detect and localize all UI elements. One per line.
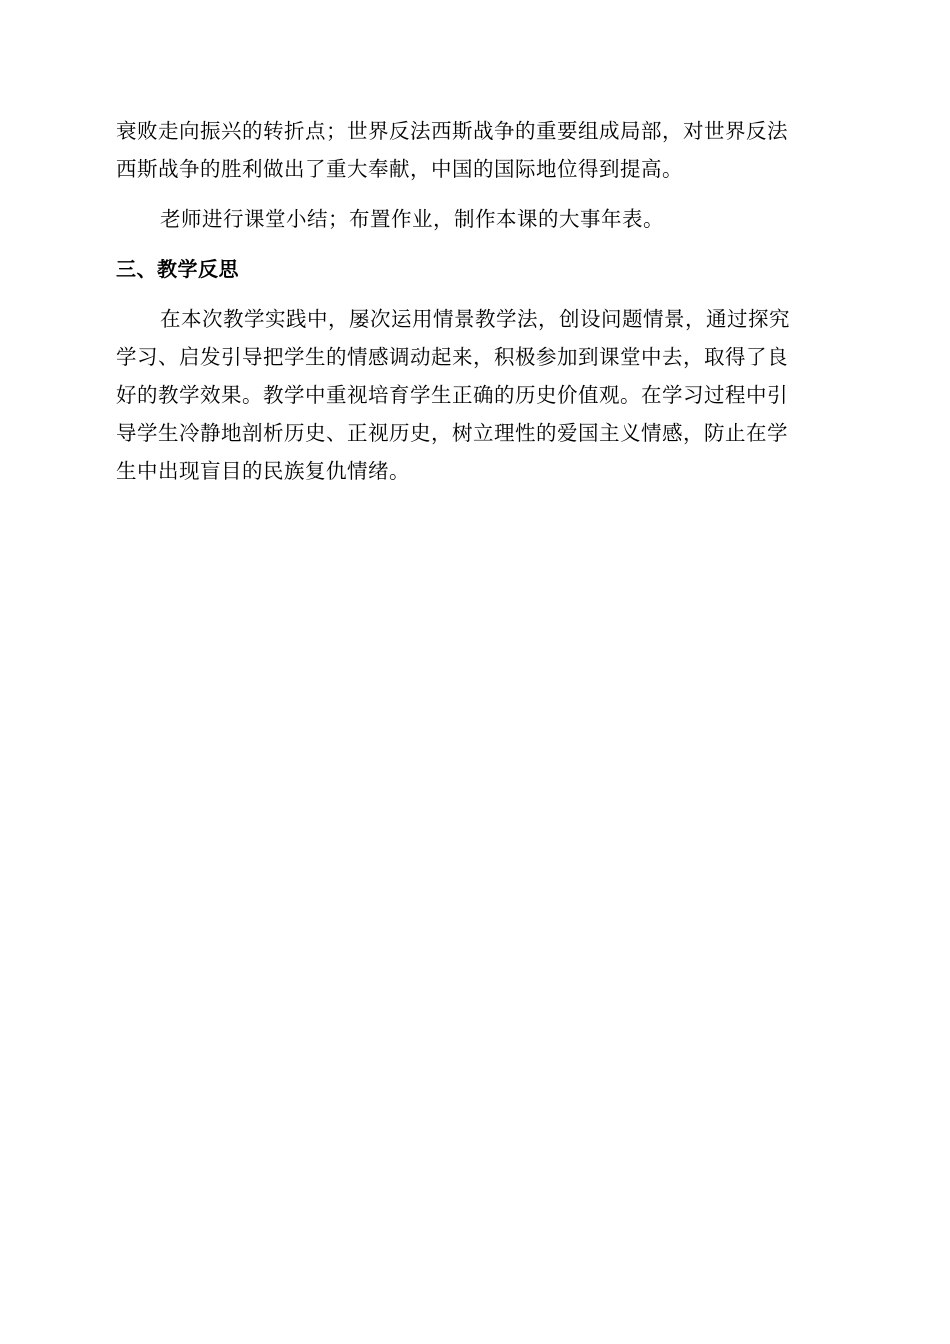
paragraph-line: 老师进行课堂小结；布置作业，制作本课的大事年表。 (160, 207, 664, 231)
document-body (116, 112, 832, 490)
paragraph-line: 导学生冷静地剖析历史、正视历史，树立理性的爱国主义情感，防止在学 (116, 421, 788, 445)
paragraph-line: 在本次教学实践中，屡次运用情景教学法，创设问题情景，通过探究 (160, 307, 790, 331)
paragraph-line: 衰败走向振兴的转折点；世界反法西斯战争的重要组成局部，对世界反法 (116, 119, 788, 143)
section-heading-container (116, 250, 832, 288)
paragraph-conclusion (116, 112, 832, 188)
section-heading: 三、教学反思 (116, 257, 239, 281)
paragraph-line: 生中出现盲目的民族复仇情绪。 (116, 459, 410, 483)
paragraph-line: 好的教学效果。教学中重视培育学生正确的历史价值观。在学习过程中引 (116, 383, 788, 407)
paragraph-line: 西斯战争的胜利做出了重大奉献，中国的国际地位得到提高。 (116, 157, 683, 181)
paragraph-reflection (116, 300, 832, 490)
paragraph-summary (116, 200, 832, 238)
paragraph-line: 学习、启发引导把学生的情感调动起来，积极参加到课堂中去，取得了良 (116, 345, 788, 369)
